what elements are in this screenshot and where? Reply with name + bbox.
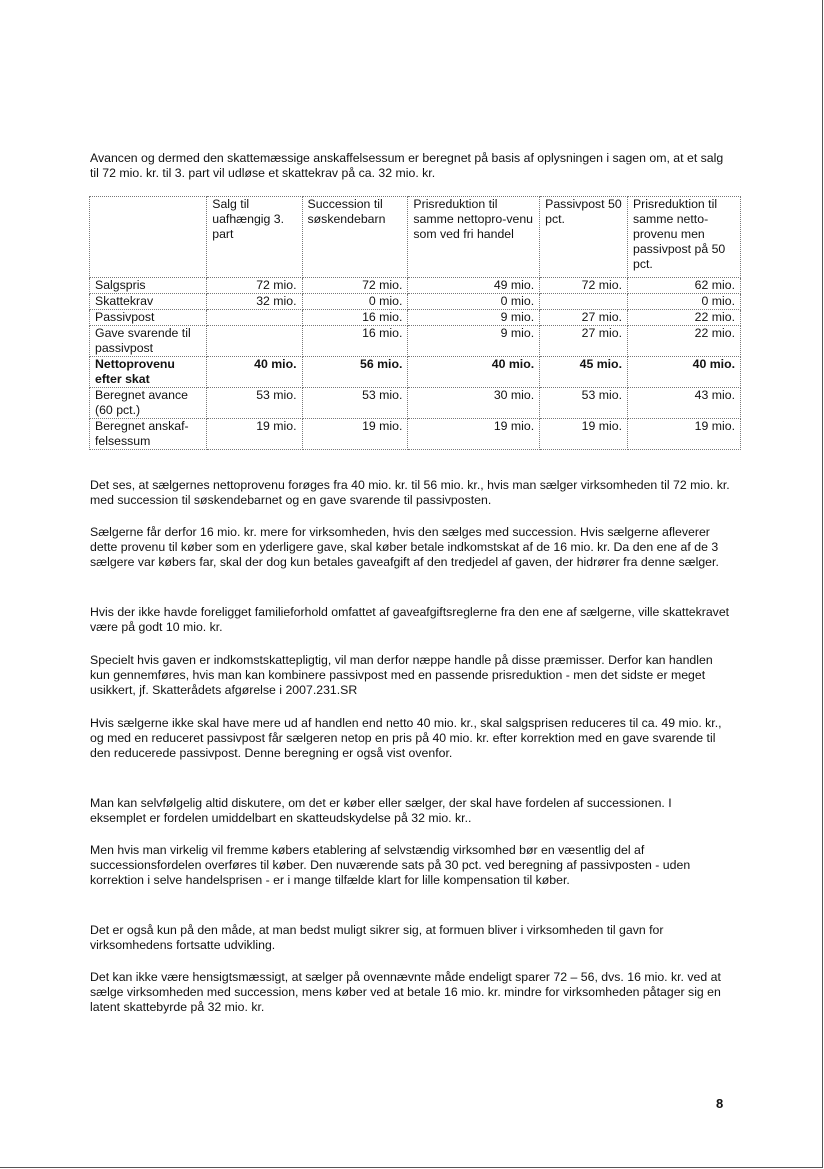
table-cell: 19 mio. xyxy=(302,419,408,450)
table-cell: 53 mio. xyxy=(207,388,302,419)
table-header-cell xyxy=(90,197,207,278)
table-cell: 43 mio. xyxy=(627,388,740,419)
body-paragraph: Hvis sælgerne ikke skal have mere ud af handlen end netto 40 mio. kr., skal salgsprisen reduceres til ca. 49 mio. kr., og med en reduceret passivpost får sælgeren netop en pris på 40 mio. kr. efter korrektion med en gave svarende til den reducerede passivpost. Denne beregning er også vist ovenfor. xyxy=(90,716,722,760)
table-cell: 19 mio. xyxy=(408,419,540,450)
table-cell: 16 mio. xyxy=(302,310,408,326)
table-cell: 40 mio. xyxy=(408,357,540,388)
table-cell: 72 mio. xyxy=(540,278,628,294)
calculation-table xyxy=(89,196,741,450)
body-paragraph: Specielt hvis gaven er indkomstskattepligtig, vil man derfor næppe handle på disse præmisser. Derfor kan handlen kun gennemføres, hvis man kan kombinere passivpost med en passende prisreduktion - men det sidste er meget usikkert, jf. Skatterådets afgørelse i 2007.231.SR xyxy=(90,653,713,697)
table-cell: 9 mio. xyxy=(408,310,540,326)
table-cell: 40 mio. xyxy=(627,357,740,388)
body-paragraph: Sælgerne får derfor 16 mio. kr. mere for virksomheden, hvis den sælges med succession. Hvis sælgerne afleverer dette provenu til køber som en yderligere gave, skal køber betale indkomstskat af de 16 mio. kr. Da den ene af de 3 sælgere var købers far, skal der dog kun betales gaveafgift af den tredjedel af gaven, der hidrører fra denne sælger. xyxy=(90,525,719,569)
table-cell xyxy=(207,326,302,357)
table-cell: 62 mio. xyxy=(627,278,740,294)
row-label: Nettoprovenu efter skat xyxy=(90,357,207,388)
row-label: Beregnet anskaf-felsessum xyxy=(90,419,207,450)
table-header-row xyxy=(90,197,741,278)
table-row xyxy=(90,310,741,326)
table-row xyxy=(90,278,741,294)
body-paragraph: Det ses, at sælgernes nettoprovenu forøges fra 40 mio. kr. til 56 mio. kr., hvis man sælger virksomheden til 72 mio. kr. med succession til søskendebarnet og en gave svarende til passivposten. xyxy=(90,478,730,507)
table-row xyxy=(90,357,741,388)
table-cell: 27 mio. xyxy=(540,310,628,326)
table-cell: 19 mio. xyxy=(207,419,302,450)
row-label: Passivpost xyxy=(90,310,207,326)
row-label: Gave svarende til passivpost xyxy=(90,326,207,357)
row-label: Salgspris xyxy=(90,278,207,294)
table-row xyxy=(90,388,741,419)
table-cell: 45 mio. xyxy=(540,357,628,388)
table-cell: 72 mio. xyxy=(302,278,408,294)
table-cell: 49 mio. xyxy=(408,278,540,294)
table-header-cell: Prisreduktion til samme nettopro-venu som ved fri handel xyxy=(408,197,540,278)
page-number: 8 xyxy=(716,1096,724,1111)
table-header-cell: Prisreduktion til samme netto-provenu men passivpost på 50 pct. xyxy=(627,197,740,278)
table-cell xyxy=(540,294,628,310)
table-cell: 72 mio. xyxy=(207,278,302,294)
table-header-cell: Passivpost 50 pct. xyxy=(540,197,628,278)
table-cell: 40 mio. xyxy=(207,357,302,388)
table-cell: 9 mio. xyxy=(408,326,540,357)
table-cell: 0 mio. xyxy=(302,294,408,310)
table-cell: 22 mio. xyxy=(627,326,740,357)
table-row xyxy=(90,326,741,357)
table-cell: 53 mio. xyxy=(302,388,408,419)
row-label: Skattekrav xyxy=(90,294,207,310)
table-header-cell: Succession til søskendebarn xyxy=(302,197,408,278)
table-cell: 0 mio. xyxy=(627,294,740,310)
table-cell: 16 mio. xyxy=(302,326,408,357)
table-cell xyxy=(207,310,302,326)
table-cell: 19 mio. xyxy=(627,419,740,450)
table-cell: 53 mio. xyxy=(540,388,628,419)
body-paragraph: Hvis der ikke havde foreligget familieforhold omfattet af gaveafgiftsreglerne fra den ene af sælgerne, ville skattekravet være på godt 10 mio. kr. xyxy=(90,605,730,634)
table-cell: 27 mio. xyxy=(540,326,628,357)
table-cell: 19 mio. xyxy=(540,419,628,450)
table-cell: 0 mio. xyxy=(408,294,540,310)
table-cell: 32 mio. xyxy=(207,294,302,310)
row-label: Beregnet avance (60 pct.) xyxy=(90,388,207,419)
body-paragraph: Man kan selvfølgelig altid diskutere, om det er køber eller sælger, der skal have fordelen af successionen. I eksemplet er fordelen umiddelbart en skatteudskydelse på 32 mio. kr.. xyxy=(90,796,672,825)
table-row xyxy=(90,294,741,310)
intro-paragraph: Avancen og dermed den skattemæssige anskaffelsessum er beregnet på basis af oplysningen i sagen om, at et salg til 72 mio. kr. til 3. part vil udløse et skattekrav på ca. 32 mio. kr. xyxy=(90,151,724,180)
table-row xyxy=(90,419,741,450)
table-header-cell: Salg til uafhængig 3. part xyxy=(207,197,302,278)
body-paragraph: Det er også kun på den måde, at man bedst muligt sikrer sig, at formuen bliver i virksomheden til gavn for virksomhedens fortsatte udvikling. xyxy=(90,923,664,952)
body-paragraph: Men hvis man virkelig vil fremme købers etablering af selvstændig virksomhed bør en væsentlig del af successionsfordelen overføres til køber. Den nuværende sats på 30 pct. ved beregning af passivposten - uden korrektion i selve handelsprisen - er i mange tilfælde klart for lille kompensation til køber. xyxy=(90,843,691,887)
body-paragraph: Det kan ikke være hensigtsmæssigt, at sælger på ovennævnte måde endeligt sparer 72 – 56, dvs. 16 mio. kr. ved at sælge virksomheden med succession, mens køber ved at betale 16 mio. kr. mindre for virksomheden påtager sig en latent skattebyrde på 32 mio. kr. xyxy=(90,970,721,1014)
table-cell: 22 mio. xyxy=(627,310,740,326)
table-cell: 56 mio. xyxy=(302,357,408,388)
table-cell: 30 mio. xyxy=(408,388,540,419)
